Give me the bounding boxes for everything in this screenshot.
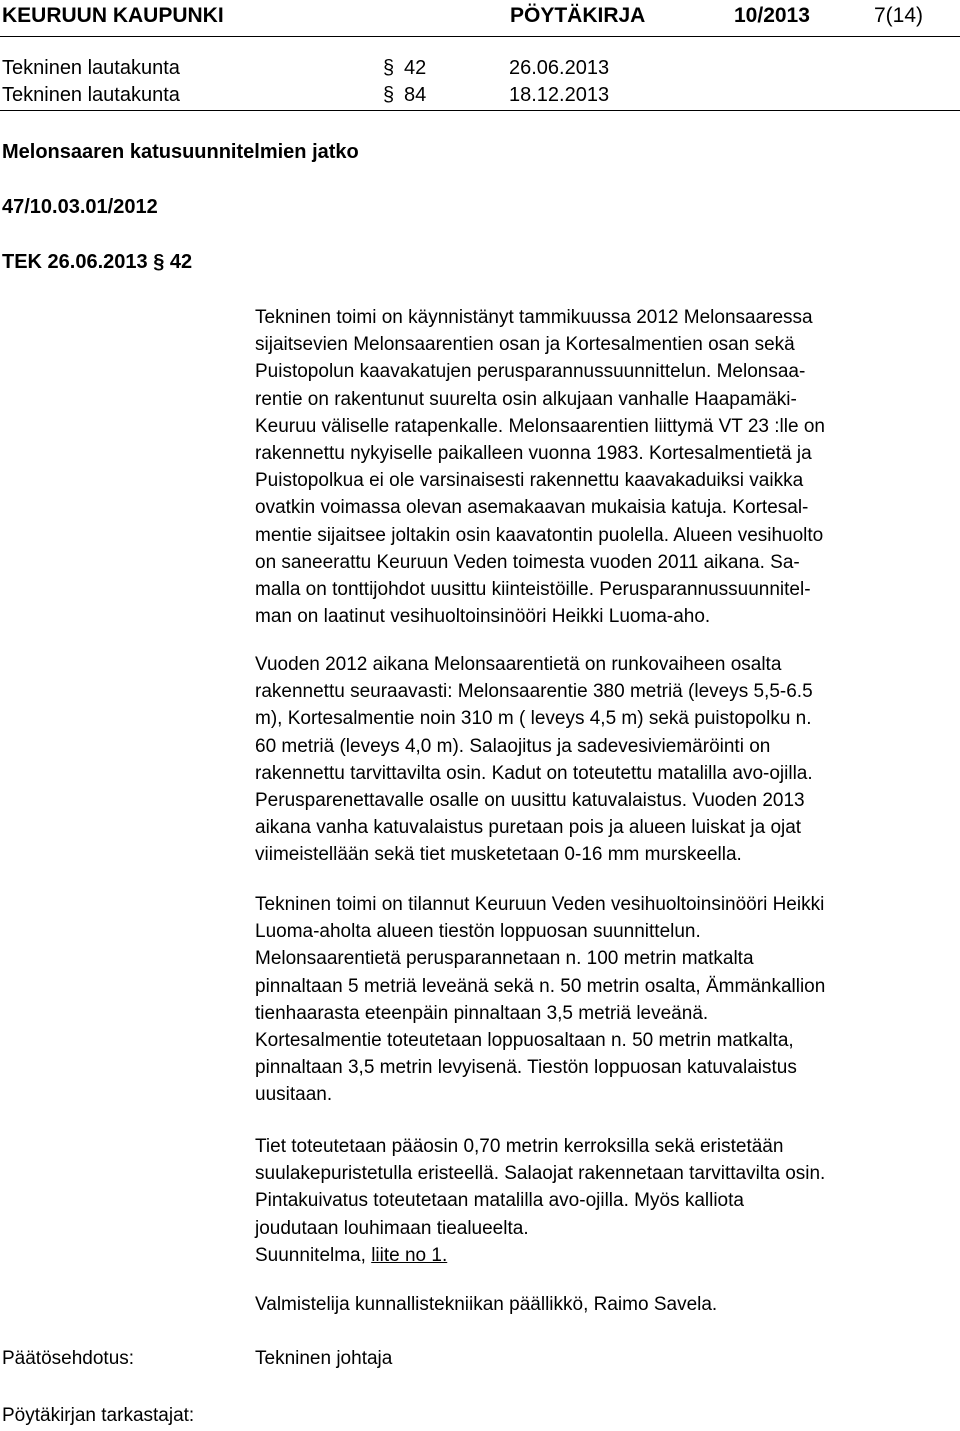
text-line: rakennettu tarvittavilta osin. Kadut on toteutettu matalilla avo-ojilla.	[255, 762, 813, 784]
meeting-body-2: Tekninen lautakunta	[2, 84, 180, 106]
page-title: Melonsaaren katusuunnitelmien jatko	[2, 141, 359, 163]
meeting-section-1: 42	[404, 57, 427, 79]
document-number: 10/2013	[734, 4, 810, 27]
reviewers-label: Pöytäkirjan tarkastajat:	[2, 1405, 195, 1426]
meeting-date-2: 18.12.2013	[509, 84, 610, 106]
decision-label: Päätösehdotus:	[2, 1348, 135, 1369]
text-line: ovatkin voimassa olevan asemakaavan mukaisia katuja. Kortesal-	[255, 497, 809, 519]
decision-value: Tekninen johtaja	[255, 1348, 393, 1369]
text-line: Melonsaarentietä perusparannetaan n. 100 metrin matkalta	[255, 948, 754, 970]
text-line: suulakepuristetulla eristeellä. Salaojat rakennetaan tarvittavilta osin.	[255, 1163, 826, 1185]
attachment-link[interactable]: liite no 1.	[371, 1244, 448, 1266]
text-line: Keuruu väliselle ratapenkalle. Melonsaarentien liittymä VT 23 :lle on	[255, 415, 825, 437]
prior-reference	[2, 251, 192, 274]
meeting-body-1: Tekninen lautakunta	[2, 57, 180, 79]
section-sign-icon: §	[383, 84, 395, 106]
text-line: 60 metriä (leveys 4,0 m). Salaojitus ja sadevesiviemäröinti on	[255, 735, 771, 757]
text-line: rakennettu nykyiselle paikalleen vuonna 1983. Kortesalmentietä ja	[255, 443, 812, 465]
page-number: 7(14)	[874, 4, 924, 27]
meeting-date-1: 26.06.2013	[509, 57, 610, 79]
text-line: tienhaarasta eteenpäin pinnaltaan 3,5 metriä leveänä.	[255, 1002, 709, 1024]
text-line: Vuoden 2012 aikana Melonsaarentietä on runkovaiheen osalta	[255, 654, 782, 675]
text-line: aikana vanha katuvalaistus puretaan pois ja alueen luiskat ja ojat	[255, 817, 802, 839]
plan-reference	[255, 1242, 960, 1269]
text-line: Perusparenettavalle osalle on uusittu katuvalaistus. Vuoden 2013	[255, 790, 805, 812]
organization-name: KEURUUN KAUPUNKI	[2, 4, 224, 27]
paragraph-4	[255, 1133, 960, 1269]
text-line: malla on tonttijohdot uusittu kiinteistöille. Perusparannussuunnitel-	[255, 579, 811, 601]
text-line: Kortesalmentie toteutetaan loppuosaltaan n. 50 metrin matkalta,	[255, 1030, 794, 1052]
paragraph-3	[255, 891, 960, 1109]
text-line: pinnaltaan 3,5 metrin levyisenä. Tiestön loppuosan katuvalaistus	[255, 1057, 797, 1079]
preparer-line: Valmistelija kunnallistekniikan päällikkö, Raimo Savela.	[255, 1294, 718, 1315]
text-line: mentie sijaitsee joltakin osin kaavatontin puolella. Alueen vesihuolto	[255, 524, 824, 546]
text-line: Tekninen toimi on käynnistänyt tammikuussa 2012 Melonsaaressa	[255, 307, 813, 328]
text-line: Puistopolkua ei ole varsinaisesti rakennettu kaavakaduiksi vaikka	[255, 470, 804, 492]
prior-reference-prefix: TEK 26.06.2013	[2, 251, 148, 273]
text-line: Tiet toteutetaan pääosin 0,70 metrin kerroksilla sekä eristetään	[255, 1136, 784, 1157]
text-line: viimeistellään sekä tiet musketetaan 0-16 mm murskeella.	[255, 844, 742, 866]
document-type: PÖYTÄKIRJA	[510, 4, 646, 27]
text-line: joudutaan louhimaan tiealueelta.	[255, 1217, 529, 1239]
text-line: pinnaltaan 5 metriä leveänä sekä n. 50 metrin osalta, Ämmänkallion	[255, 975, 826, 997]
text-line: Luoma-aholta alueen tiestön loppuosan suunnittelun.	[255, 921, 701, 943]
text-line: sijaitsevien Melonsaarentien osan ja Kortesalmentien osan sekä	[255, 334, 795, 356]
section-sign-icon: §	[153, 251, 165, 273]
paragraph-1	[255, 304, 960, 630]
text-line: man on laatinut vesihuoltoinsinööri Heikki Luoma-aho.	[255, 606, 711, 628]
text-line: m), Kortesalmentie noin 310 m ( leveys 4,5 m) sekä puistopolku n.	[255, 708, 812, 730]
paragraph-2	[255, 651, 960, 869]
header-rule	[0, 36, 960, 37]
meeting-section-2: 84	[404, 84, 427, 106]
prior-reference-section: 42	[169, 251, 193, 273]
text-line: uusitaan.	[255, 1084, 333, 1106]
plan-reference-prefix: Suunnitelma,	[255, 1244, 372, 1266]
meetings-rule	[0, 110, 960, 111]
text-line: rentie on rakentunut suurelta osin alkujaan vanhalle Haapamäki-	[255, 388, 797, 410]
text-line: rakennettu seuraavasti: Melonsaarentie 380 metriä (leveys 5,5-6.5	[255, 681, 813, 703]
reference-number: 47/10.03.01/2012	[2, 196, 158, 218]
text-line: on saneerattu Keuruun Veden toimesta vuoden 2011 aikana. Sa-	[255, 551, 800, 573]
section-sign-icon: §	[383, 57, 395, 79]
text-line: Tekninen toimi on tilannut Keuruun Veden vesihuoltoinsinööri Heikki	[255, 894, 825, 915]
text-line: Puistopolun kaavakatujen perusparannussuunnittelun. Melonsaa-	[255, 361, 806, 383]
text-line: Pintakuivatus toteutetaan matalilla avo-ojilla. Myös kalliota	[255, 1190, 744, 1212]
